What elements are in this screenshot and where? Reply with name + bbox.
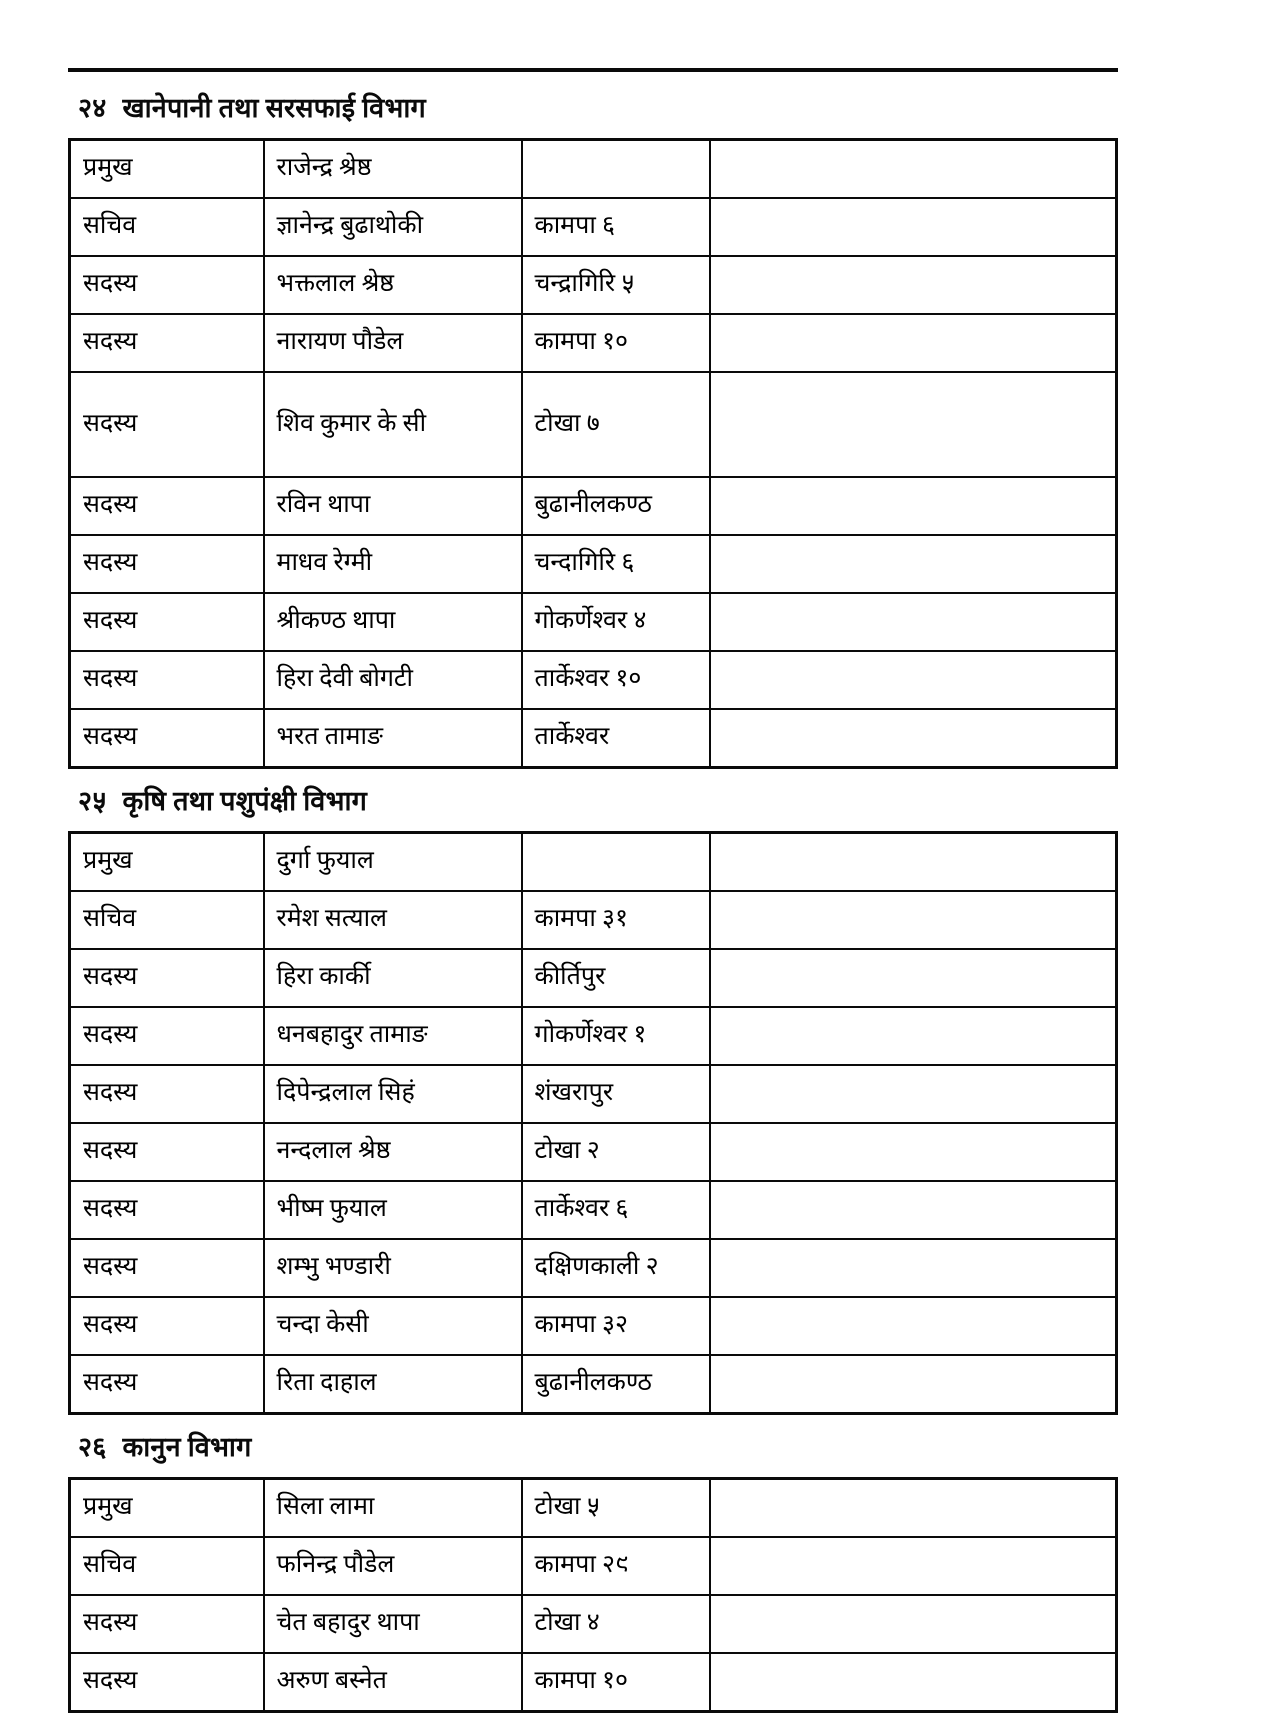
name-cell: हिरा देवी बोगटी: [264, 651, 522, 709]
location-cell: चन्द्रागिरि ५: [522, 256, 710, 314]
location-cell: तार्केश्वर ६: [522, 1181, 710, 1239]
table-row: [70, 1355, 1117, 1414]
top-rule: [68, 68, 1118, 72]
location-cell: [522, 833, 710, 892]
table-row: [70, 833, 1117, 892]
table-body: [70, 140, 1117, 768]
section-number: २४: [78, 93, 107, 123]
table-row: [70, 372, 1117, 477]
name-cell: धनबहादुर तामाङ: [264, 1007, 522, 1065]
location-cell: टोखा २: [522, 1123, 710, 1181]
name-cell: सिला लामा: [264, 1479, 522, 1538]
name-cell: भीष्म फुयाल: [264, 1181, 522, 1239]
department-section: [68, 773, 1118, 1415]
empty-note-cell: [710, 140, 1117, 199]
location-cell: कामपा ३१: [522, 891, 710, 949]
table-row: [70, 1479, 1117, 1538]
department-section: [68, 1419, 1118, 1713]
empty-note-cell: [710, 1123, 1117, 1181]
empty-note-cell: [710, 833, 1117, 892]
role-cell: सदस्य: [70, 1065, 264, 1123]
role-cell: सदस्य: [70, 535, 264, 593]
name-cell: माधव रेग्मी: [264, 535, 522, 593]
name-cell: ज्ञानेन्द्र बुढाथोकी: [264, 198, 522, 256]
name-cell: चन्दा केसी: [264, 1297, 522, 1355]
table-body: [70, 833, 1117, 1414]
location-cell: कामपा १०: [522, 314, 710, 372]
table-row: [70, 891, 1117, 949]
location-cell: [522, 140, 710, 199]
role-cell: प्रमुख: [70, 833, 264, 892]
sections-container: [68, 80, 1118, 1713]
location-cell: तार्केश्वर: [522, 709, 710, 768]
empty-note-cell: [710, 949, 1117, 1007]
name-cell: रिता दाहाल: [264, 1355, 522, 1414]
location-cell: कामपा २९: [522, 1537, 710, 1595]
name-cell: नारायण पौडेल: [264, 314, 522, 372]
role-cell: सचिव: [70, 1537, 264, 1595]
location-cell: बुढानीलकण्ठ: [522, 477, 710, 535]
name-cell: चेत बहादुर थापा: [264, 1595, 522, 1653]
empty-note-cell: [710, 256, 1117, 314]
name-cell: हिरा कार्की: [264, 949, 522, 1007]
section-title: खानेपानी तथा सरसफाई विभाग: [122, 93, 426, 123]
name-cell: दिपेन्द्रलाल सिहं: [264, 1065, 522, 1123]
location-cell: शंखरापुर: [522, 1065, 710, 1123]
name-cell: रमेश सत्याल: [264, 891, 522, 949]
table-row: [70, 1239, 1117, 1297]
role-cell: सदस्य: [70, 477, 264, 535]
table-row: [70, 1123, 1117, 1181]
empty-note-cell: [710, 1355, 1117, 1414]
name-cell: भक्तलाल श्रेष्ठ: [264, 256, 522, 314]
empty-note-cell: [710, 477, 1117, 535]
location-cell: गोकर्णेश्वर १: [522, 1007, 710, 1065]
location-cell: बुढानीलकण्ठ: [522, 1355, 710, 1414]
empty-note-cell: [710, 651, 1117, 709]
empty-note-cell: [710, 372, 1117, 477]
location-cell: कीर्तिपुर: [522, 949, 710, 1007]
empty-note-cell: [710, 1007, 1117, 1065]
table-row: [70, 651, 1117, 709]
location-cell: गोकर्णेश्वर ४: [522, 593, 710, 651]
name-cell: भरत तामाङ: [264, 709, 522, 768]
table-row: [70, 477, 1117, 535]
role-cell: सदस्य: [70, 1239, 264, 1297]
role-cell: सदस्य: [70, 314, 264, 372]
name-cell: राजेन्द्र श्रेष्ठ: [264, 140, 522, 199]
table-row: [70, 949, 1117, 1007]
section-heading: [68, 1419, 1118, 1477]
table-row: [70, 1297, 1117, 1355]
empty-note-cell: [710, 1479, 1117, 1538]
section-number: २६: [78, 1432, 107, 1462]
empty-note-cell: [710, 593, 1117, 651]
role-cell: सदस्य: [70, 709, 264, 768]
role-cell: सदस्य: [70, 1007, 264, 1065]
table-row: [70, 709, 1117, 768]
empty-note-cell: [710, 1595, 1117, 1653]
role-cell: सचिव: [70, 891, 264, 949]
role-cell: सदस्य: [70, 1181, 264, 1239]
name-cell: शिव कुमार के सी: [264, 372, 522, 477]
location-cell: दक्षिणकाली २: [522, 1239, 710, 1297]
role-cell: प्रमुख: [70, 140, 264, 199]
department-section: [68, 80, 1118, 769]
location-cell: कामपा ३२: [522, 1297, 710, 1355]
role-cell: प्रमुख: [70, 1479, 264, 1538]
role-cell: सदस्य: [70, 1653, 264, 1712]
name-cell: अरुण बस्नेत: [264, 1653, 522, 1712]
role-cell: सदस्य: [70, 1297, 264, 1355]
name-cell: फनिन्द्र पौडेल: [264, 1537, 522, 1595]
table-row: [70, 1653, 1117, 1712]
role-cell: सदस्य: [70, 593, 264, 651]
members-table: [68, 1477, 1118, 1713]
name-cell: दुर्गा फुयाल: [264, 833, 522, 892]
empty-note-cell: [710, 1065, 1117, 1123]
location-cell: कामपा ६: [522, 198, 710, 256]
empty-note-cell: [710, 314, 1117, 372]
page-content: [68, 68, 1118, 1717]
role-cell: सचिव: [70, 198, 264, 256]
table-row: [70, 256, 1117, 314]
table-row: [70, 593, 1117, 651]
empty-note-cell: [710, 1181, 1117, 1239]
section-number: २५: [78, 786, 107, 816]
empty-note-cell: [710, 1537, 1117, 1595]
members-table: [68, 831, 1118, 1415]
section-heading: [68, 773, 1118, 831]
section-heading: [68, 80, 1118, 138]
table-row: [70, 1181, 1117, 1239]
empty-note-cell: [710, 891, 1117, 949]
name-cell: शम्भु भण्डारी: [264, 1239, 522, 1297]
role-cell: सदस्य: [70, 256, 264, 314]
section-title: कृषि तथा पशुपंक्षी विभाग: [122, 786, 368, 816]
empty-note-cell: [710, 1653, 1117, 1712]
location-cell: टोखा ५: [522, 1479, 710, 1538]
empty-note-cell: [710, 709, 1117, 768]
table-body: [70, 1479, 1117, 1712]
table-row: [70, 1007, 1117, 1065]
role-cell: सदस्य: [70, 949, 264, 1007]
empty-note-cell: [710, 198, 1117, 256]
role-cell: सदस्य: [70, 372, 264, 477]
table-row: [70, 314, 1117, 372]
location-cell: तार्केश्वर १०: [522, 651, 710, 709]
section-title: कानुन विभाग: [122, 1432, 252, 1462]
table-row: [70, 1065, 1117, 1123]
empty-note-cell: [710, 535, 1117, 593]
role-cell: सदस्य: [70, 1123, 264, 1181]
role-cell: सदस्य: [70, 651, 264, 709]
name-cell: श्रीकण्ठ थापा: [264, 593, 522, 651]
name-cell: नन्दलाल श्रेष्ठ: [264, 1123, 522, 1181]
name-cell: रविन थापा: [264, 477, 522, 535]
empty-note-cell: [710, 1297, 1117, 1355]
table-row: [70, 198, 1117, 256]
role-cell: सदस्य: [70, 1595, 264, 1653]
members-table: [68, 138, 1118, 769]
location-cell: कामपा १०: [522, 1653, 710, 1712]
role-cell: सदस्य: [70, 1355, 264, 1414]
table-row: [70, 1537, 1117, 1595]
empty-note-cell: [710, 1239, 1117, 1297]
table-row: [70, 535, 1117, 593]
location-cell: चन्दागिरि ६: [522, 535, 710, 593]
table-row: [70, 1595, 1117, 1653]
table-row: [70, 140, 1117, 199]
location-cell: टोखा ७: [522, 372, 710, 477]
location-cell: टोखा ४: [522, 1595, 710, 1653]
